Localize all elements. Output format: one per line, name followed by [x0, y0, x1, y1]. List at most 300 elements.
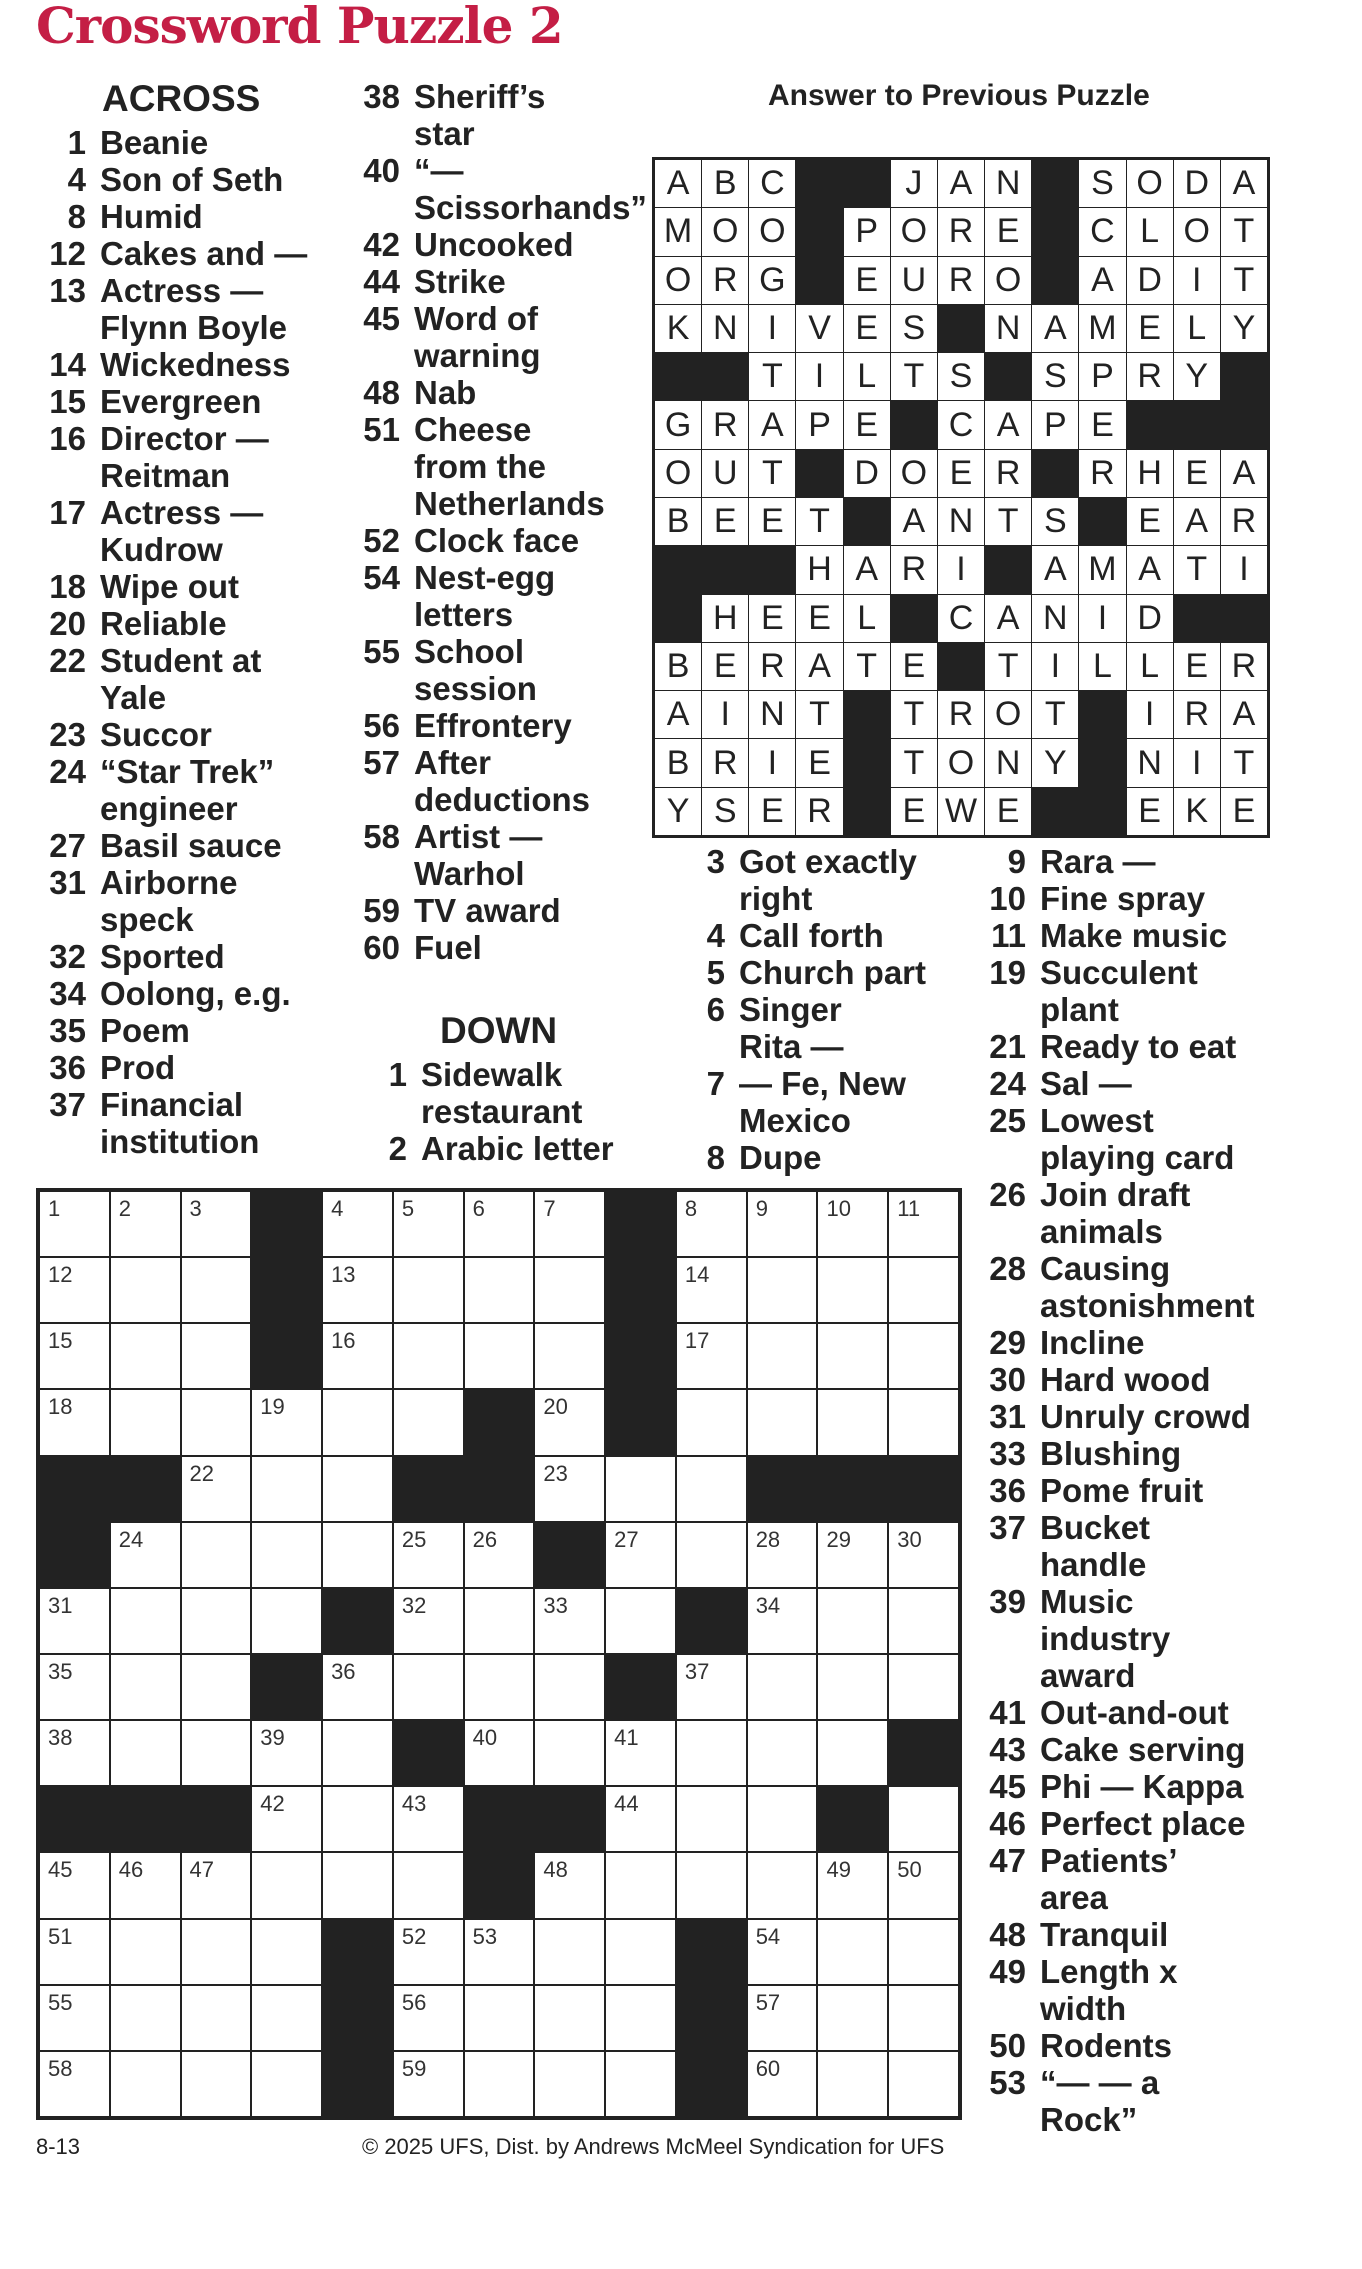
- answer-cell[interactable]: [818, 1523, 887, 1587]
- answer-letter-cell: T: [985, 498, 1031, 545]
- answer-cell[interactable]: [606, 1589, 675, 1653]
- answer-cell[interactable]: [889, 1787, 958, 1851]
- clue-text-line: letters: [414, 596, 514, 633]
- answer-cell[interactable]: [111, 1986, 180, 2050]
- answer-cell[interactable]: [818, 1324, 887, 1388]
- answer-cell[interactable]: [606, 1853, 675, 1917]
- answer-cell[interactable]: [535, 1920, 604, 1984]
- answer-cell[interactable]: [889, 2052, 958, 2116]
- answer-cell[interactable]: [818, 1390, 887, 1454]
- cell-number: 29: [826, 1526, 851, 1552]
- cell-number: 37: [684, 1659, 710, 1684]
- cell-number: 20: [543, 1394, 568, 1420]
- answer-cell[interactable]: [677, 1853, 746, 1917]
- answer-letter-cell: R: [938, 257, 984, 304]
- answer-cell[interactable]: [535, 1457, 604, 1521]
- answer-cell[interactable]: [465, 1523, 534, 1587]
- answer-cell[interactable]: [535, 1589, 604, 1653]
- answer-cell[interactable]: [818, 1589, 887, 1653]
- answer-cell[interactable]: [748, 1787, 817, 1851]
- clue-number: 23: [49, 716, 86, 753]
- clue-number: 33: [989, 1435, 1026, 1472]
- answer-cell[interactable]: [394, 1390, 463, 1454]
- answer-letter-cell: T: [1221, 739, 1267, 786]
- answer-cell[interactable]: [111, 1390, 180, 1454]
- answer-cell[interactable]: [889, 1853, 958, 1917]
- answer-cell[interactable]: [889, 1920, 958, 1984]
- answer-cell[interactable]: [40, 1589, 109, 1653]
- answer-cell[interactable]: [677, 1655, 746, 1719]
- answer-cell[interactable]: [323, 1721, 392, 1785]
- clue-text: [1040, 1361, 1302, 1398]
- answer-cell[interactable]: [394, 1986, 463, 2050]
- clue-item: [982, 1472, 1302, 1509]
- answer-cell[interactable]: [40, 1390, 109, 1454]
- black-square: [606, 1324, 675, 1388]
- answer-cell[interactable]: [606, 2052, 675, 2116]
- answer-cell[interactable]: [40, 1986, 109, 2050]
- answer-letter-cell: N: [702, 305, 748, 352]
- clue-number: 40: [363, 152, 400, 189]
- answer-cell[interactable]: [535, 1192, 604, 1256]
- answer-cell[interactable]: [252, 1523, 321, 1587]
- answer-cell[interactable]: [182, 1920, 251, 1984]
- clue-number: 3: [706, 843, 725, 880]
- answer-black-square: [1079, 788, 1125, 835]
- answer-cell[interactable]: [40, 1655, 109, 1719]
- clue-text: [100, 1086, 362, 1160]
- clue-text: [414, 744, 660, 818]
- clue-text-line: Reitman: [100, 457, 231, 494]
- answer-letter-cell: R: [1127, 353, 1173, 400]
- answer-cell[interactable]: [182, 1523, 251, 1587]
- across-clues-column-2: [360, 78, 660, 966]
- answer-cell[interactable]: [394, 1258, 463, 1322]
- answer-cell[interactable]: [606, 1986, 675, 2050]
- clue-number: 8: [67, 198, 86, 235]
- clue-text-line: Incline: [1040, 1324, 1145, 1361]
- clue-item: [982, 1805, 1302, 1842]
- cell-number: 2: [118, 1196, 132, 1221]
- answer-cell[interactable]: [111, 1853, 180, 1917]
- answer-cell[interactable]: [40, 2052, 109, 2116]
- answer-cell[interactable]: [748, 2052, 817, 2116]
- clue-text-line: Financial: [100, 1086, 244, 1123]
- answer-cell[interactable]: [40, 1721, 109, 1785]
- answer-cell[interactable]: [394, 1920, 463, 1984]
- answer-cell[interactable]: [818, 1258, 887, 1322]
- answer-cell[interactable]: [111, 1523, 180, 1587]
- answer-letter-cell: I: [938, 546, 984, 593]
- answer-cell[interactable]: [323, 1787, 392, 1851]
- answer-letter-cell: G: [749, 257, 795, 304]
- answer-black-square: [1079, 498, 1125, 545]
- cell-number: 59: [401, 2055, 427, 2081]
- answer-cell[interactable]: [40, 1853, 109, 1917]
- black-square: [535, 1523, 604, 1587]
- answer-cell[interactable]: [465, 1721, 534, 1785]
- answer-cell[interactable]: [323, 1457, 392, 1521]
- black-square: [182, 1787, 251, 1851]
- clue-number: 56: [363, 707, 400, 744]
- answer-cell[interactable]: [182, 2052, 251, 2116]
- clue-number: 39: [989, 1583, 1026, 1620]
- clue-text-line: industry: [1040, 1620, 1171, 1657]
- clue-text-line: deductions: [414, 781, 591, 818]
- answer-cell[interactable]: [818, 1853, 887, 1917]
- answer-black-square: [1032, 788, 1078, 835]
- answer-cell[interactable]: [182, 1853, 251, 1917]
- clue-text-line: After: [414, 744, 492, 781]
- puzzle-date: 8-13: [36, 2134, 81, 2159]
- clue-item: [42, 235, 362, 272]
- answer-cell[interactable]: [889, 1523, 958, 1587]
- answer-cell[interactable]: [889, 1390, 958, 1454]
- answer-cell[interactable]: [748, 1721, 817, 1785]
- answer-cell[interactable]: [606, 1523, 675, 1587]
- clue-text-line: Artist —: [414, 818, 543, 855]
- answer-cell[interactable]: [111, 1258, 180, 1322]
- answer-cell[interactable]: [748, 1655, 817, 1719]
- clue-item: [42, 124, 362, 161]
- answer-cell[interactable]: [40, 1192, 109, 1256]
- answer-cell[interactable]: [252, 2052, 321, 2116]
- clue-text-line: handle: [1040, 1546, 1147, 1583]
- answer-cell[interactable]: [394, 1853, 463, 1917]
- answer-cell[interactable]: [889, 1986, 958, 2050]
- clue-text-line: Rita —: [739, 1028, 844, 1065]
- answer-letter-cell: A: [1221, 450, 1267, 497]
- answer-cell[interactable]: [252, 1920, 321, 1984]
- answer-cell[interactable]: [111, 1192, 180, 1256]
- clue-text: [100, 605, 362, 642]
- clue-text-line: Patients’: [1040, 1842, 1178, 1879]
- answer-letter-cell: T: [796, 691, 842, 738]
- clue-number: 53: [989, 2064, 1026, 2101]
- clue-text: [100, 346, 362, 383]
- answer-cell[interactable]: [748, 1324, 817, 1388]
- cell-number: 10: [826, 1196, 851, 1221]
- clue-text: [739, 1139, 980, 1176]
- answer-cell[interactable]: [535, 1655, 604, 1719]
- answer-letter-cell: A: [1174, 498, 1220, 545]
- clue-item: [982, 1435, 1302, 1472]
- answer-letter-cell: I: [1174, 257, 1220, 304]
- answer-cell[interactable]: [252, 1721, 321, 1785]
- clue-item: [360, 78, 660, 152]
- answer-cell[interactable]: [252, 1589, 321, 1653]
- down-clues-column-3: [982, 843, 1302, 2138]
- cell-number: 53: [472, 1923, 498, 1949]
- answer-cell[interactable]: [889, 1324, 958, 1388]
- clue-text-line: Word of: [414, 300, 539, 337]
- answer-cell[interactable]: [111, 2052, 180, 2116]
- answer-cell[interactable]: [40, 1324, 109, 1388]
- answer-cell[interactable]: [818, 1192, 887, 1256]
- clue-item: [42, 605, 362, 642]
- clue-item: [360, 707, 660, 744]
- answer-cell[interactable]: [252, 1457, 321, 1521]
- clue-number: 18: [49, 568, 86, 605]
- answer-black-square: [1221, 353, 1267, 400]
- answer-cell[interactable]: [748, 1192, 817, 1256]
- answer-letter-cell: R: [702, 401, 748, 448]
- answer-cell[interactable]: [323, 1390, 392, 1454]
- clue-item: [982, 1953, 1302, 2027]
- cell-number: 52: [401, 1923, 427, 1949]
- answer-cell[interactable]: [394, 1787, 463, 1851]
- answer-cell[interactable]: [748, 1920, 817, 1984]
- answer-letter-cell: O: [938, 739, 984, 786]
- clue-number: 24: [49, 753, 86, 790]
- answer-cell[interactable]: [889, 1258, 958, 1322]
- answer-cell[interactable]: [535, 1986, 604, 2050]
- answer-black-square: [844, 160, 890, 207]
- answer-cell[interactable]: [465, 1986, 534, 2050]
- answer-cell[interactable]: [323, 1324, 392, 1388]
- clue-text: [1040, 1768, 1302, 1805]
- answer-black-square: [844, 498, 890, 545]
- black-square: [465, 1787, 534, 1851]
- answer-letter-cell: R: [1221, 498, 1267, 545]
- answer-cell[interactable]: [818, 1920, 887, 1984]
- answer-cell[interactable]: [323, 1523, 392, 1587]
- answer-cell[interactable]: [606, 1721, 675, 1785]
- answer-cell[interactable]: [889, 1589, 958, 1653]
- clue-text-line: Bucket: [1040, 1509, 1151, 1546]
- answer-cell[interactable]: [323, 1192, 392, 1256]
- answer-letter-cell: M: [1079, 305, 1125, 352]
- answer-cell[interactable]: [394, 1523, 463, 1587]
- answer-cell[interactable]: [677, 1457, 746, 1521]
- answer-letter-cell: I: [1079, 595, 1125, 642]
- answer-letter-cell: Y: [1221, 305, 1267, 352]
- answer-cell[interactable]: [606, 1920, 675, 1984]
- answer-cell[interactable]: [394, 1589, 463, 1653]
- answer-cell[interactable]: [535, 2052, 604, 2116]
- answer-cell[interactable]: [889, 1655, 958, 1719]
- answer-cell[interactable]: [677, 1258, 746, 1322]
- clue-text: [1040, 1398, 1302, 1435]
- answer-cell[interactable]: [748, 1589, 817, 1653]
- answer-cell[interactable]: [111, 1721, 180, 1785]
- answer-cell[interactable]: [465, 1258, 534, 1322]
- answer-cell[interactable]: [252, 1390, 321, 1454]
- clue-text-line: Rock”: [1040, 2101, 1138, 2138]
- clue-text: [100, 827, 362, 864]
- answer-cell[interactable]: [535, 1258, 604, 1322]
- clue-text-line: Succor: [100, 716, 212, 753]
- answer-cell[interactable]: [748, 1390, 817, 1454]
- answer-cell[interactable]: [323, 1853, 392, 1917]
- clue-number: 51: [363, 411, 400, 448]
- clue-text-line: Causing: [1040, 1250, 1171, 1287]
- answer-cell[interactable]: [465, 1655, 534, 1719]
- answer-cell[interactable]: [182, 1655, 251, 1719]
- answer-cell[interactable]: [252, 1787, 321, 1851]
- clue-item: [372, 1056, 652, 1130]
- clue-number: 1: [67, 124, 86, 161]
- clue-text: [421, 1130, 652, 1167]
- clue-text-line: Sported: [100, 938, 225, 975]
- clue-text-line: Clock face: [414, 522, 580, 559]
- answer-cell[interactable]: [323, 1655, 392, 1719]
- clue-text-line: Tranquil: [1040, 1916, 1169, 1953]
- answer-letter-cell: T: [891, 353, 937, 400]
- clue-item: [982, 917, 1302, 954]
- clue-number: 31: [989, 1398, 1026, 1435]
- answer-letter-cell: O: [985, 691, 1031, 738]
- answer-cell[interactable]: [182, 1986, 251, 2050]
- clue-number: 49: [989, 1953, 1026, 1990]
- answer-cell[interactable]: [40, 1920, 109, 1984]
- clue-number: 14: [49, 346, 86, 383]
- answer-cell[interactable]: [182, 1390, 251, 1454]
- cell-number: 43: [401, 1791, 427, 1817]
- answer-cell[interactable]: [677, 1721, 746, 1785]
- black-square: [677, 1986, 746, 2050]
- answer-cell[interactable]: [465, 1192, 534, 1256]
- answer-letter-cell: N: [938, 498, 984, 545]
- answer-cell[interactable]: [677, 1787, 746, 1851]
- clue-item: [982, 1250, 1302, 1324]
- answer-cell[interactable]: [182, 1457, 251, 1521]
- clue-number: 36: [989, 1472, 1026, 1509]
- cell-number: 1: [48, 1196, 61, 1221]
- clue-text-line: Blushing: [1040, 1435, 1182, 1472]
- clue-number: 44: [363, 263, 400, 300]
- clue-number: 11: [991, 917, 1026, 954]
- answer-cell[interactable]: [394, 2052, 463, 2116]
- cell-number: 51: [48, 1923, 73, 1949]
- clue-text-line: Scissorhands”: [414, 189, 647, 226]
- answer-black-square: [655, 595, 701, 642]
- clue-text-line: Length x: [1040, 1953, 1178, 1990]
- answer-cell[interactable]: [252, 1986, 321, 2050]
- answer-cell[interactable]: [818, 1655, 887, 1719]
- answer-letter-cell: M: [655, 208, 701, 255]
- answer-cell[interactable]: [182, 1324, 251, 1388]
- answer-cell[interactable]: [606, 1457, 675, 1521]
- answer-cell[interactable]: [182, 1589, 251, 1653]
- answer-letter-cell: E: [1174, 643, 1220, 690]
- answer-cell[interactable]: [111, 1655, 180, 1719]
- clue-text: [1040, 2064, 1302, 2138]
- answer-letter-cell: S: [1079, 160, 1125, 207]
- answer-cell[interactable]: [606, 1787, 675, 1851]
- answer-cell[interactable]: [748, 1258, 817, 1322]
- clue-text-line: animals: [1040, 1213, 1163, 1250]
- answer-cell[interactable]: [818, 1986, 887, 2050]
- answer-cell[interactable]: [182, 1721, 251, 1785]
- clue-item: [982, 1731, 1302, 1768]
- answer-letter-cell: M: [1079, 546, 1125, 593]
- answer-letter-cell: U: [702, 450, 748, 497]
- clue-item: [360, 929, 660, 966]
- black-square: [465, 1853, 534, 1917]
- clue-text: [414, 263, 660, 300]
- clue-text-line: Reliable: [100, 605, 227, 642]
- answer-cell[interactable]: [465, 1324, 534, 1388]
- answer-cell[interactable]: [535, 1324, 604, 1388]
- clue-text-line: from the: [414, 448, 546, 485]
- answer-letter-cell: H: [702, 595, 748, 642]
- answer-letter-cell: V: [796, 305, 842, 352]
- answer-cell[interactable]: [889, 1192, 958, 1256]
- clue-text: [739, 1065, 980, 1139]
- clue-text: [100, 383, 362, 420]
- clue-text: [1040, 2027, 1302, 2064]
- answer-cell[interactable]: [465, 2052, 534, 2116]
- answer-cell[interactable]: [677, 1390, 746, 1454]
- down-clues-column-1: [372, 1010, 652, 1167]
- answer-letter-cell: A: [1221, 691, 1267, 738]
- clue-number: 9: [1007, 843, 1026, 880]
- answer-black-square: [796, 257, 842, 304]
- answer-cell[interactable]: [252, 1853, 321, 1917]
- answer-cell[interactable]: [394, 1192, 463, 1256]
- answer-cell[interactable]: [465, 1920, 534, 1984]
- clue-item: [360, 226, 660, 263]
- clue-text: [414, 300, 660, 374]
- answer-cell[interactable]: [111, 1920, 180, 1984]
- cell-number: 58: [48, 2055, 73, 2081]
- answer-cell[interactable]: [677, 1523, 746, 1587]
- answer-cell[interactable]: [535, 1390, 604, 1454]
- clue-number: 57: [363, 744, 400, 781]
- answer-cell[interactable]: [535, 1721, 604, 1785]
- answer-letter-cell: E: [1127, 305, 1173, 352]
- previous-answer-grid: [652, 157, 1270, 838]
- answer-letter-cell: L: [1079, 643, 1125, 690]
- answer-cell[interactable]: [182, 1192, 251, 1256]
- answer-cell[interactable]: [40, 1258, 109, 1322]
- answer-cell[interactable]: [748, 1986, 817, 2050]
- answer-cell[interactable]: [111, 1324, 180, 1388]
- answer-letter-cell: O: [655, 450, 701, 497]
- answer-letter-cell: O: [891, 450, 937, 497]
- cell-number: 8: [684, 1196, 698, 1221]
- clue-item: [42, 938, 362, 975]
- answer-letter-cell: L: [844, 595, 890, 642]
- answer-letter-cell: Y: [1032, 739, 1078, 786]
- clue-number: 1: [388, 1056, 407, 1093]
- answer-cell[interactable]: [748, 1523, 817, 1587]
- clue-number: 13: [49, 272, 86, 309]
- answer-cell[interactable]: [818, 2052, 887, 2116]
- clue-item: [360, 374, 660, 411]
- clue-text: [100, 568, 362, 605]
- answer-cell[interactable]: [182, 1258, 251, 1322]
- answer-letter-cell: A: [796, 643, 842, 690]
- answer-cell[interactable]: [394, 1324, 463, 1388]
- cell-number: 23: [543, 1460, 568, 1486]
- answer-cell[interactable]: [535, 1853, 604, 1917]
- answer-cell[interactable]: [677, 1192, 746, 1256]
- clue-text: [414, 707, 660, 744]
- answer-cell[interactable]: [818, 1721, 887, 1785]
- answer-cell[interactable]: [465, 1589, 534, 1653]
- answer-cell[interactable]: [323, 1258, 392, 1322]
- clue-text: [100, 753, 362, 827]
- answer-cell[interactable]: [394, 1655, 463, 1719]
- answer-cell[interactable]: [677, 1324, 746, 1388]
- black-square: [323, 1589, 392, 1653]
- cell-number: 14: [684, 1262, 710, 1288]
- clue-text-line: Basil sauce: [100, 827, 282, 864]
- answer-cell[interactable]: [111, 1589, 180, 1653]
- answer-cell[interactable]: [748, 1853, 817, 1917]
